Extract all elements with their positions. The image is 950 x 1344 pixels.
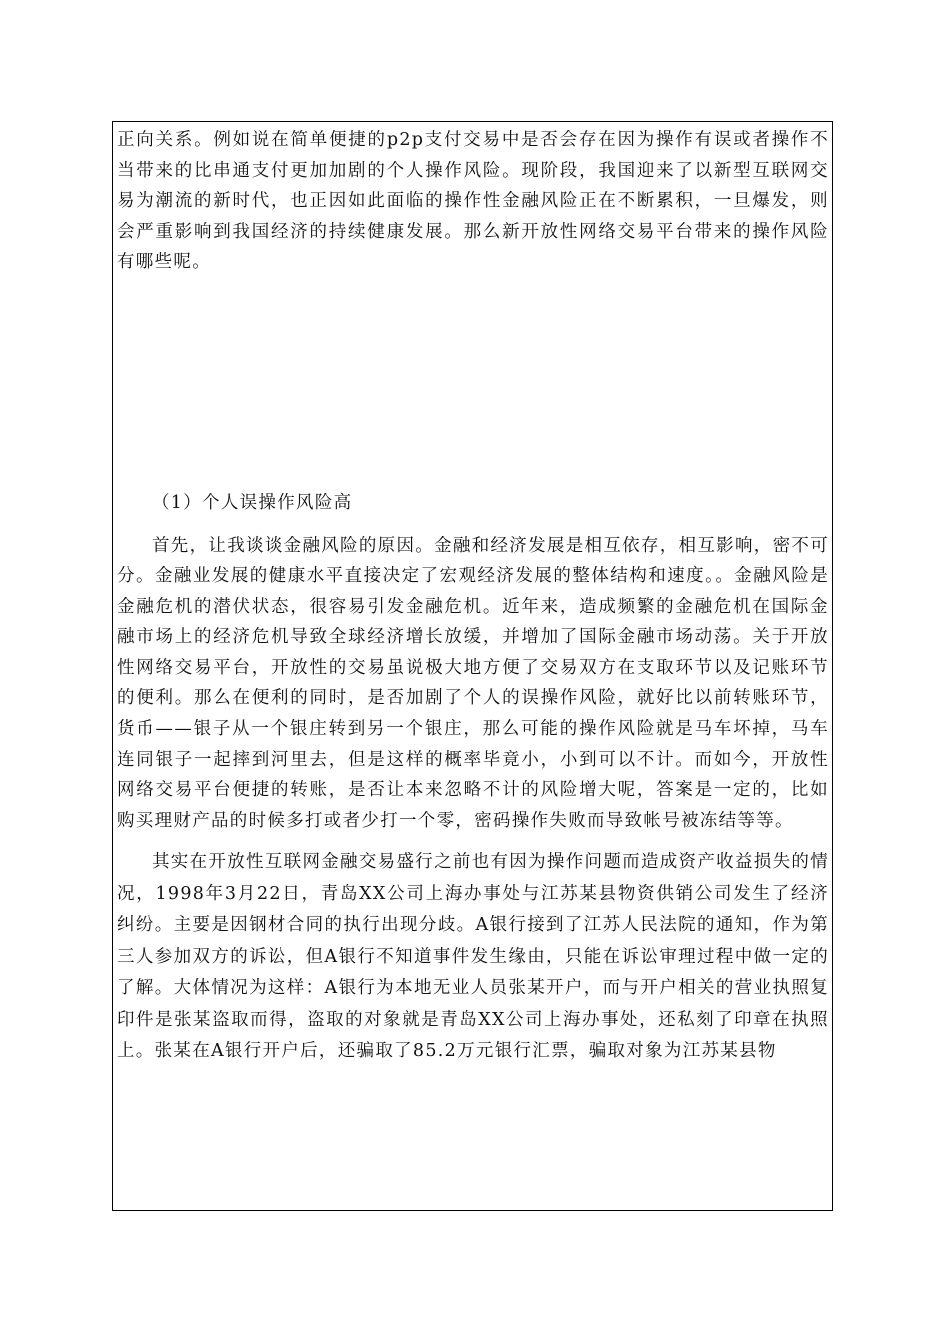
body-paragraph-1: 首先，让我谈谈金融风险的原因。金融和经济发展是相互依存，相互影响，密不可分。金融业发展的健康水平直接决定了宏观经济发展的整体结构和速度。。金融风险是金融危机的潜伏状态，很容易引发金融危机。近年来，造成频繁的金融危机在国际金融市场上的经济危机导致全球经济增长放缓，并增加了国际金融市场动荡。关于开放性网络交易平台，开放性的交易虽说极大地方便了交易双方在支取环节以及记账环节的便利。那么在便利的同时，是否加剧了个人的误操作风险，就好比以前转账环节，货币——银子从一个银庄转到另一个银庄，那么可能的操作风险就是马车坏掉，马车连同银子一起摔到河里去，但是这样的概率毕竟小，小到可以不计。而如今，开放性网络交易平台便捷的转账，是否让本来忽略不计的风险增大呢，答案是一定的，比如购买理财产品的时候多打或者少打一个零，密码操作失败而导致帐号被冻结等等。 xyxy=(117,535,829,831)
document-frame xyxy=(112,121,833,1211)
blank-space xyxy=(117,278,829,488)
body-paragraph-2: 其实在开放性互联网金融交易盛行之前也有因为操作问题而造成资产收益损失的情况，1998年3月22日，青岛XX公司上海办事处与江苏某县物资供销公司发生了经济纠纷。主要是因钢材合同的执行出现分歧。A银行接到了江苏人民法院的通知，作为第三人参加双方的诉讼，但A银行不知道事件发生缘由，只能在诉讼审理过程中做一定的了解。大体情况为这样：A银行为本地无业人员张某开户，而与开户相关的营业执照复印件是张某盗取而得，盗取的对象就是青岛XX公司上海办事处，还私刻了印章在执照上。张某在A银行开户后，还骗取了85.2万元银行汇票，骗取对象为江苏某县物 xyxy=(117,852,829,1062)
section-heading: （1）个人误操作风险高 xyxy=(152,492,353,513)
intro-paragraph: 正向关系。例如说在简单便捷的p2p支付交易中是否会存在因为操作有误或者操作不当带来的比串通支付更加加剧的个人操作风险。现阶段，我国迎来了以新型互联网交易为潮流的新时代，也正因如此面临的操作性金融风险正在不断累积，一旦爆发，则会严重影响到我国经济的持续健康发展。那么新开放性网络交易平台带来的操作风险有哪些呢。 xyxy=(117,130,829,272)
document-body xyxy=(117,122,829,1068)
